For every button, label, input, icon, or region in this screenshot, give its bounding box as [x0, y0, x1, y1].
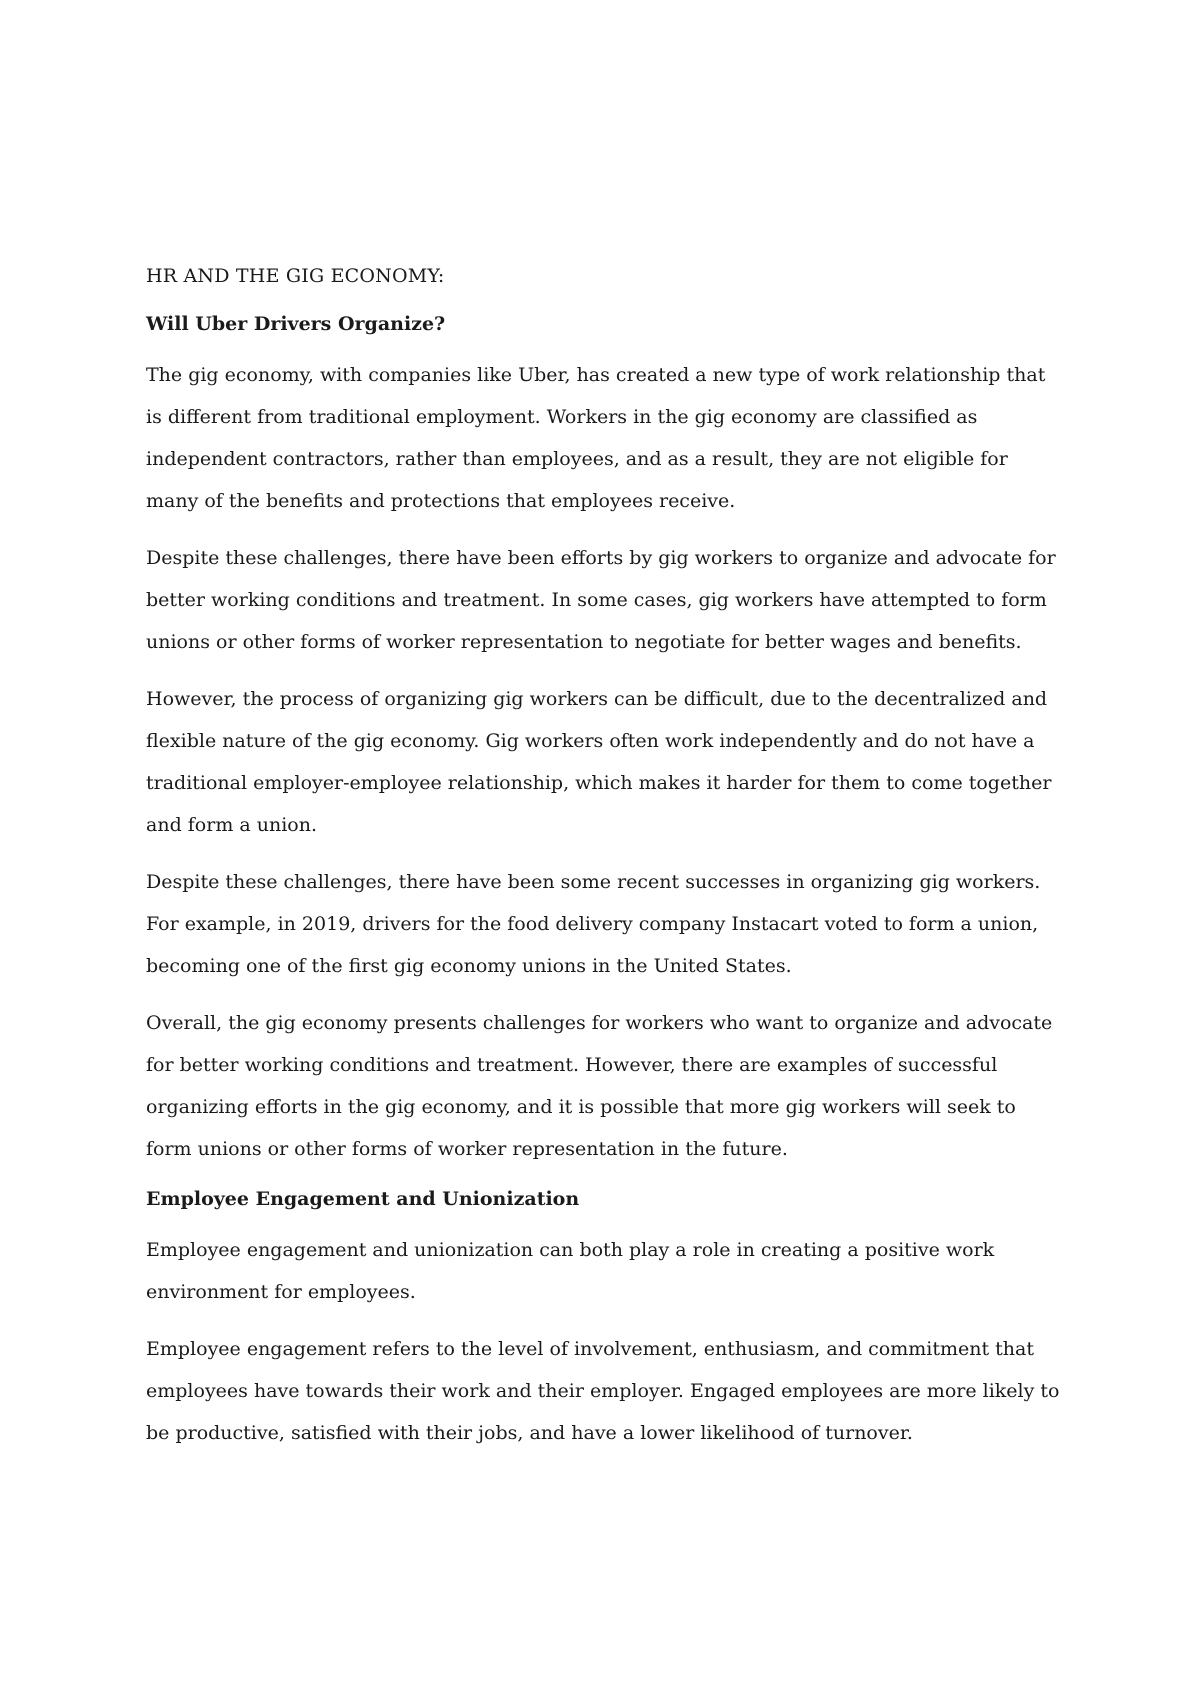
paragraph: Employee engagement refers to the level of involvement, enthusiasm, and commitment that employees have towards their work and their employer. Engaged employees are more likely to be productive, satisfied with their jobs, and have a lower likelihood of turnover. [146, 1338, 1060, 1444]
document-body [146, 262, 1066, 1469]
paragraph: Despite these challenges, there have been some recent successes in organizing gig workers. For example, in 2019, drivers for the food delivery company Instacart voted to form a union, becoming one of the first gig economy unions in the United States. [146, 871, 1041, 977]
paragraph: Employee engagement and unionization can both play a role in creating a positive work environment for employees. [146, 1239, 995, 1303]
paragraph: Despite these challenges, there have been efforts by gig workers to organize and advocate for better working conditions and treatment. In some cases, gig workers have attempted to form unions or other forms of worker representation to negotiate for better wages and benefits. [146, 547, 1056, 653]
document-title: HR AND THE GIG ECONOMY: [146, 265, 445, 287]
paragraph: However, the process of organizing gig workers can be difficult, due to the decentralized and flexible nature of the gig economy. Gig workers often work independently and do not have a traditional employer-employee relationship, which makes it harder for them to come together and form a union. [146, 688, 1052, 836]
paragraph: Overall, the gig economy presents challenges for workers who want to organize and advocate for better working conditions and treatment. However, there are examples of successful organizing efforts in the gig economy, and it is possible that more gig workers will seek to form unions or other forms of worker representation in the future. [146, 1012, 1053, 1160]
document-subtitle: Will Uber Drivers Organize? [146, 313, 446, 335]
paragraph: The gig economy, with companies like Uber, has created a new type of work relationship that is different from traditional employment. Workers in the gig economy are classified as independent contractors, rather than employees, and as a result, they are not eligible for many of the benefits and protections that employees receive. [146, 364, 1046, 512]
section-heading: Employee Engagement and Unionization [146, 1188, 580, 1210]
